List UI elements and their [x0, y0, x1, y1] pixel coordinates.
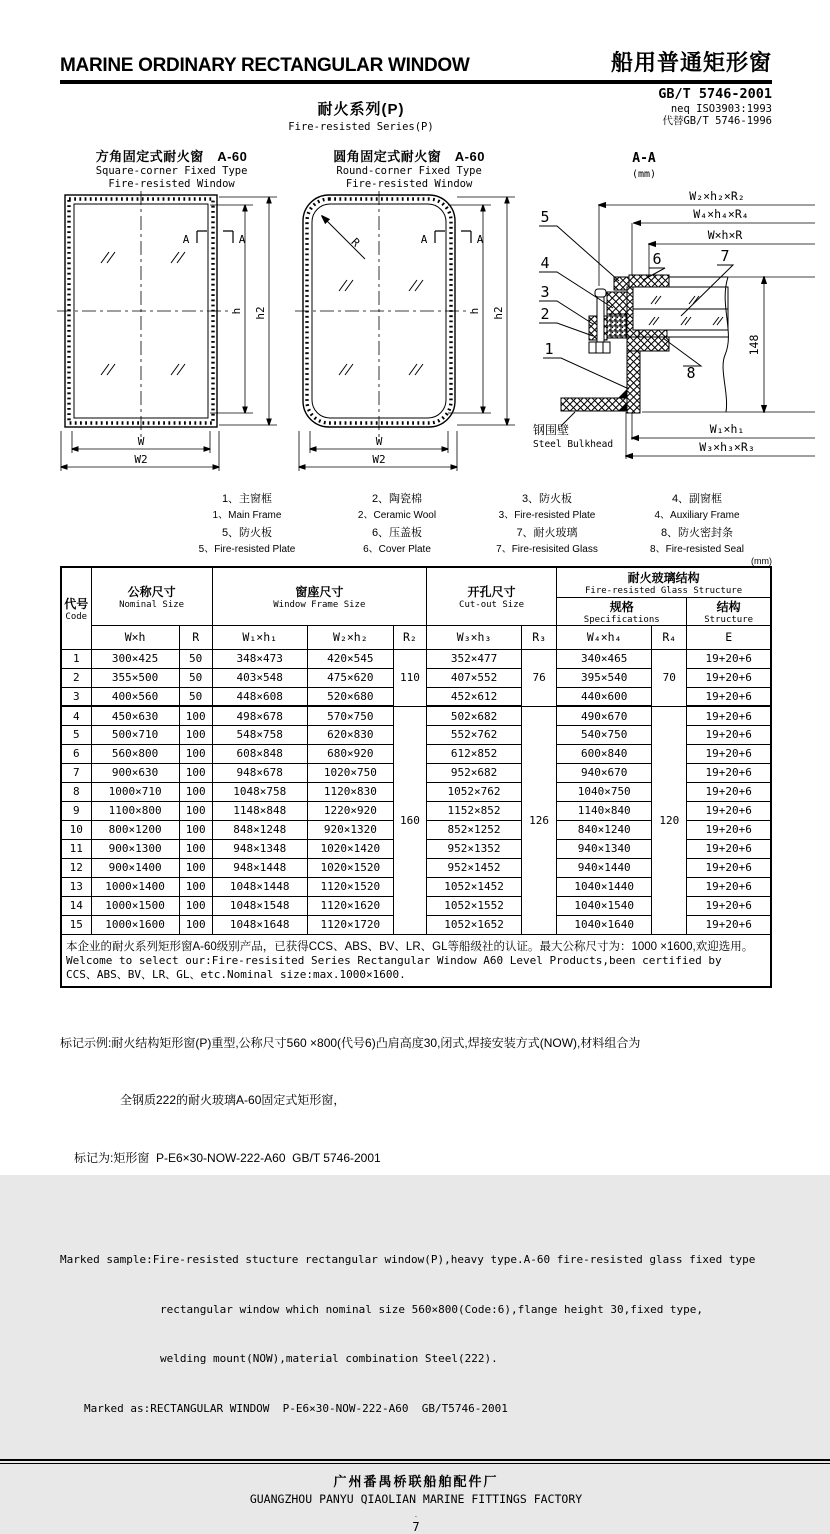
- table-cell: 100: [179, 725, 212, 744]
- svg-text:A-A: A-A: [631, 151, 656, 166]
- series-title: [60, 98, 662, 133]
- table-cell: 19+20+6: [687, 877, 771, 896]
- subcol-wh: W×h: [91, 625, 179, 649]
- col-code: 代号 Code: [61, 567, 91, 649]
- table-cell: 440×600: [557, 687, 652, 706]
- table-cell: 19+20+6: [687, 763, 771, 782]
- table-cell: 19+20+6: [687, 820, 771, 839]
- svg-text:h: h: [468, 307, 482, 315]
- page-title-zh: 船用普通矩形窗: [610, 50, 772, 75]
- table-cell: 1120×1620: [307, 896, 393, 915]
- table-cell: 1040×1440: [557, 877, 652, 896]
- table-cell: 100: [179, 782, 212, 801]
- table-cell: 19+20+6: [687, 839, 771, 858]
- marked-zh-line3: 标记为:矩形窗 P-E6×30-NOW-222-A60 GB/T 5746-2001: [74, 1150, 381, 1165]
- table-cell: 355×500: [91, 668, 179, 687]
- svg-text:148: 148: [746, 334, 761, 356]
- table-cell: 5: [61, 725, 91, 744]
- svg-text:W×h×R: W×h×R: [707, 228, 742, 242]
- table-cell: 1000×1400: [91, 877, 179, 896]
- svg-text:W₃×h₃×R₃: W₃×h₃×R₃: [698, 440, 755, 454]
- table-cell: 1052×1552: [426, 896, 521, 915]
- svg-text:3: 3: [540, 283, 550, 301]
- marked-en-line4: Marked as:RECTANGULAR WINDOW P-E6×30-NOW-222-A60 GB/T5746-2001: [84, 1401, 508, 1415]
- subcol-w1h1: W₁×h₁: [212, 625, 307, 649]
- table-cell: 11: [61, 839, 91, 858]
- table-cell: 400×560: [91, 687, 179, 706]
- table-cell: 940×1440: [557, 858, 652, 877]
- col-specifications: 规格 Specifications: [557, 597, 687, 625]
- legend-item: 7、耐火玻璃 7、Fire-resisited Glass: [496, 527, 598, 556]
- page-title-en: MARINE ORDINARY RECTANGULAR WINDOW: [60, 55, 470, 76]
- table-cell: 100: [179, 744, 212, 763]
- table-cell: 500×710: [91, 725, 179, 744]
- table-cell: 19+20+6: [687, 801, 771, 820]
- svg-text:h2: h2: [492, 306, 506, 320]
- svg-text:h2: h2: [253, 306, 267, 320]
- svg-text:7: 7: [720, 247, 730, 265]
- table-cell: 620×830: [307, 725, 393, 744]
- legend-item: 1、主窗框 1、Main Frame: [212, 493, 282, 522]
- table-cell: 19+20+6: [687, 896, 771, 915]
- table-cell: 600×840: [557, 744, 652, 763]
- figure-square-window: [54, 146, 289, 488]
- svg-text:钢围壁: 钢围壁: [532, 423, 569, 437]
- table-cell: 3: [61, 687, 91, 706]
- table-cell: 100: [179, 839, 212, 858]
- table-cell: 407×552: [426, 668, 521, 687]
- table-cell: 1000×1500: [91, 896, 179, 915]
- table-cell: 1052×1652: [426, 915, 521, 934]
- table-cell: 920×1320: [307, 820, 393, 839]
- table-cell: 100: [179, 763, 212, 782]
- caption-zh: 方角固定式耐火窗 A-60: [95, 149, 248, 164]
- table-cell: 900×630: [91, 763, 179, 782]
- table-cell: 1040×750: [557, 782, 652, 801]
- table-cell: 1120×1520: [307, 877, 393, 896]
- subcol-r4: R₄: [652, 625, 687, 649]
- table-row: [61, 706, 771, 725]
- table-cell: 502×682: [426, 706, 521, 725]
- footer: [60, 1471, 772, 1534]
- table-cell: 19+20+6: [687, 687, 771, 706]
- table-cell: 680×920: [307, 744, 393, 763]
- bulkhead-label: [533, 412, 613, 450]
- table-cell: 14: [61, 896, 91, 915]
- table-cell: 1020×1420: [307, 839, 393, 858]
- section-drawing: [531, 146, 823, 476]
- table-cell: 900×1400: [91, 858, 179, 877]
- factory-name-zh: 广州番禺桥联船舶配件厂: [333, 1474, 499, 1490]
- legend-item: 6、压盖板 6、Cover Plate: [363, 527, 431, 556]
- col-structure: 结构 Structure: [687, 597, 771, 625]
- svg-text:6: 6: [652, 250, 662, 268]
- svg-text:W2: W2: [372, 453, 386, 467]
- table-cell: 1048×1548: [212, 896, 307, 915]
- table-notes-cell: [61, 934, 771, 987]
- table-cell: 15: [61, 915, 91, 934]
- parts-legend: [172, 490, 772, 555]
- table-cell: 300×425: [91, 649, 179, 668]
- table-cell: 1000×1600: [91, 915, 179, 934]
- legend-item: 4、副窗框 4、Auxiliary Frame: [654, 493, 740, 522]
- subcol-r2: R₂: [393, 625, 426, 649]
- table-cell: 450×630: [91, 706, 179, 725]
- table-cell: 548×758: [212, 725, 307, 744]
- table-cell: 475×620: [307, 668, 393, 687]
- table-cell: 110: [393, 649, 426, 706]
- col-glass-structure: 耐火玻璃结构 Fire-resisted Glass Structure: [557, 567, 771, 597]
- figure-section: [529, 146, 824, 488]
- table-cell: 100: [179, 896, 212, 915]
- table-row: [61, 649, 771, 668]
- svg-text:A: A: [476, 233, 484, 247]
- caption-en1: Square-corner Fixed Type: [95, 165, 248, 177]
- standard-replaces: 代替GB/T 5746-1996: [662, 114, 772, 127]
- table-cell: 948×1448: [212, 858, 307, 877]
- table-cell: 490×670: [557, 706, 652, 725]
- table-cell: 9: [61, 801, 91, 820]
- table-cell: 76: [522, 649, 557, 706]
- window-section: [561, 275, 728, 413]
- caption-en1: Round-corner Fixed Type: [336, 165, 482, 177]
- table-cell: 800×1200: [91, 820, 179, 839]
- marked-en-line1: Marked sample:Fire-resisted stucture rectangular window(P),heavy type.A-60 fire-resisted glass fixed type: [60, 1253, 756, 1267]
- standard-neq: neq ISO3903:1993: [670, 102, 772, 115]
- table-cell: 1048×1448: [212, 877, 307, 896]
- table-cell: 900×1300: [91, 839, 179, 858]
- caption-en2: Fire-resisted Window: [108, 178, 235, 191]
- table-cell: 6: [61, 744, 91, 763]
- table-cell: 120: [652, 706, 687, 934]
- subcol-w4h4: W₄×h₄: [557, 625, 652, 649]
- svg-text:W: W: [375, 435, 383, 449]
- factory-name-en: GUANGZHOU PANYU QIAOLIAN MARINE FITTINGS FACTORY: [249, 1492, 583, 1507]
- standard-number: GB/T 5746-2001: [658, 86, 772, 102]
- table-cell: 612×852: [426, 744, 521, 763]
- col-nominal-size: 公称尺寸 Nominal Size: [91, 567, 212, 625]
- table-cell: 1000×710: [91, 782, 179, 801]
- note-line-zh: 本企业的耐火系列矩形窗A-60级别产品，已获得CCS、ABS、BV、LR、GL等船级社的认证。最大公称尺寸为：1000 ×1600,欢迎选用。: [66, 940, 754, 953]
- table-cell: 100: [179, 801, 212, 820]
- col-cutout-size: 开孔尺寸 Cut-out Size: [426, 567, 556, 625]
- table-cell: 420×545: [307, 649, 393, 668]
- table-cell: 50: [179, 649, 212, 668]
- table-cell: 940×1340: [557, 839, 652, 858]
- table-cell: 4: [61, 706, 91, 725]
- legend-item: 3、防火板 3、Fire-resisted Plate: [498, 493, 596, 522]
- table-cell: 1020×750: [307, 763, 393, 782]
- table-body: [61, 649, 771, 934]
- table-cell: 100: [179, 877, 212, 896]
- title-bar: [60, 46, 772, 84]
- legend-item: 8、防火密封条 8、Fire-resisted Seal: [650, 527, 744, 556]
- svg-text:8: 8: [686, 364, 696, 382]
- figure-round-window: [295, 146, 523, 488]
- subcol-e: E: [687, 625, 771, 649]
- table-cell: 1220×920: [307, 801, 393, 820]
- marked-sample-zh: [60, 995, 772, 1206]
- specification-table: [60, 566, 772, 988]
- table-cell: 848×1248: [212, 820, 307, 839]
- table-cell: 1100×800: [91, 801, 179, 820]
- svg-text:A: A: [420, 233, 428, 247]
- table-cell: 12: [61, 858, 91, 877]
- table-cell: 100: [179, 820, 212, 839]
- svg-text:h: h: [229, 307, 243, 315]
- svg-text:W₂×h₂×R₂: W₂×h₂×R₂: [688, 189, 745, 203]
- table-cell: 19+20+6: [687, 706, 771, 725]
- table-cell: 940×670: [557, 763, 652, 782]
- table-cell: 840×1240: [557, 820, 652, 839]
- subcol-r: R: [179, 625, 212, 649]
- table-cell: 1152×852: [426, 801, 521, 820]
- table-cell: 19+20+6: [687, 744, 771, 763]
- svg-text:(mm): (mm): [631, 169, 656, 180]
- note-line-en1: Welcome to select our:Fire-resisited Series Rectangular Window A60 Level Products,been certified by: [66, 953, 722, 967]
- table-cell: 540×750: [557, 725, 652, 744]
- table-cell: 403×548: [212, 668, 307, 687]
- svg-text:W2: W2: [133, 453, 148, 467]
- caption-en2: Fire-resisted Window: [345, 178, 473, 191]
- svg-text:W₄×h₄×R₄: W₄×h₄×R₄: [692, 207, 749, 221]
- table-cell: 952×682: [426, 763, 521, 782]
- svg-text:2: 2: [540, 305, 550, 323]
- table-cell: 126: [522, 706, 557, 934]
- table-cell: 1048×1648: [212, 915, 307, 934]
- table-cell: 570×750: [307, 706, 393, 725]
- table-cell: 50: [179, 687, 212, 706]
- table-cell: 1048×758: [212, 782, 307, 801]
- table-cell: 520×680: [307, 687, 393, 706]
- note-line-en2: CCS、ABS、BV、LR、GL、etc.Nominal size:max.1000×1600.: [66, 968, 406, 982]
- footer-rule: [0, 1459, 830, 1464]
- table-cell: 948×1348: [212, 839, 307, 858]
- table-cell: 100: [179, 706, 212, 725]
- col-window-frame-size: 窗座尺寸 Window Frame Size: [212, 567, 426, 625]
- svg-text:W₁×h₁: W₁×h₁: [709, 422, 744, 436]
- table-cell: 19+20+6: [687, 649, 771, 668]
- table-cell: 1040×1640: [557, 915, 652, 934]
- round-window-caption: [295, 146, 523, 191]
- table-cell: 498×678: [212, 706, 307, 725]
- table-cell: 50: [179, 668, 212, 687]
- table-cell: 1052×1452: [426, 877, 521, 896]
- series-title-zh: 耐火系列(P): [317, 101, 405, 118]
- svg-text:A: A: [182, 233, 189, 247]
- svg-text:1: 1: [544, 340, 554, 358]
- square-window-caption: [54, 146, 289, 191]
- page-number-dot: ·: [414, 1512, 418, 1522]
- table-cell: 19+20+6: [687, 668, 771, 687]
- standards-block: [658, 87, 772, 127]
- table-cell: 952×1452: [426, 858, 521, 877]
- series-title-en: Fire-resisted Series(P): [288, 121, 434, 133]
- table-cell: 948×678: [212, 763, 307, 782]
- table-cell: 19+20+6: [687, 782, 771, 801]
- table-cell: 1120×1720: [307, 915, 393, 934]
- table-cell: 10: [61, 820, 91, 839]
- caption-zh: 圆角固定式耐火窗 A-60: [333, 149, 485, 164]
- table-cell: 952×1352: [426, 839, 521, 858]
- table-cell: 452×612: [426, 687, 521, 706]
- table-cell: 19+20+6: [687, 858, 771, 877]
- svg-text:W: W: [137, 435, 144, 449]
- table-cell: 100: [179, 858, 212, 877]
- table-cell: 19+20+6: [687, 725, 771, 744]
- drawings-row: [54, 146, 824, 488]
- table-cell: 560×800: [91, 744, 179, 763]
- table-cell: 1020×1520: [307, 858, 393, 877]
- svg-text:5: 5: [540, 208, 550, 226]
- subcol-w2h2: W₂×h₂: [307, 625, 393, 649]
- table-cell: 7: [61, 763, 91, 782]
- table-cell: 70: [652, 649, 687, 706]
- subcol-w3h3: W₃×h₃: [426, 625, 521, 649]
- subcol-r3: R₃: [522, 625, 557, 649]
- table-cell: 19+20+6: [687, 915, 771, 934]
- marked-zh-line1: 标记示例:耐火结构矩形窗(P)重型,公称尺寸560 ×800(代号6)凸肩高度30,闭式,焊接安装方式(NOW),材料组合为: [60, 1035, 641, 1050]
- table-cell: 395×540: [557, 668, 652, 687]
- table-cell: 352×477: [426, 649, 521, 668]
- table-cell: 1: [61, 649, 91, 668]
- table-cell: 1140×840: [557, 801, 652, 820]
- table-cell: 13: [61, 877, 91, 896]
- round-window-drawing: [295, 191, 523, 483]
- table-cell: 340×465: [557, 649, 652, 668]
- subheader: [60, 84, 772, 144]
- svg-text:R: R: [348, 235, 363, 250]
- square-window-drawing: [57, 191, 287, 483]
- table-cell: 852×1252: [426, 820, 521, 839]
- svg-text:4: 4: [540, 254, 550, 272]
- table-cell: 348×473: [212, 649, 307, 668]
- marked-en-line2: rectangular window which nominal size 560×800(Code:6),flange height 30,fixed type,: [160, 1302, 704, 1316]
- table-cell: 448×608: [212, 687, 307, 706]
- table-cell: 1148×848: [212, 801, 307, 820]
- table-cell: 1040×1540: [557, 896, 652, 915]
- svg-text:Steel Bulkhead: Steel Bulkhead: [532, 439, 613, 450]
- section-title: [632, 151, 656, 180]
- marked-sample-en: [60, 1219, 772, 1450]
- table-cell: 1052×762: [426, 782, 521, 801]
- marked-en-line3: welding mount(NOW),material combination Steel(222).: [160, 1352, 498, 1366]
- marked-zh-line2: 全钢质222的耐火玻璃A-60固定式矩形窗，: [120, 1093, 346, 1108]
- table-cell: 552×762: [426, 725, 521, 744]
- table-notes: [61, 934, 771, 987]
- table-cell: 160: [393, 706, 426, 934]
- table-cell: 608×848: [212, 744, 307, 763]
- legend-item: 5、防火板 5、Fire-resisted Plate: [198, 527, 296, 556]
- table-unit-label: (mm): [751, 556, 772, 567]
- table-cell: 8: [61, 782, 91, 801]
- table-cell: 100: [179, 915, 212, 934]
- table-cell: 2: [61, 668, 91, 687]
- legend-item: 2、陶瓷棉 2、Ceramic Wool: [357, 493, 437, 522]
- svg-text:A: A: [238, 233, 245, 247]
- table-cell: 1120×830: [307, 782, 393, 801]
- page-number: 7: [412, 1520, 420, 1534]
- table-header: [61, 567, 771, 649]
